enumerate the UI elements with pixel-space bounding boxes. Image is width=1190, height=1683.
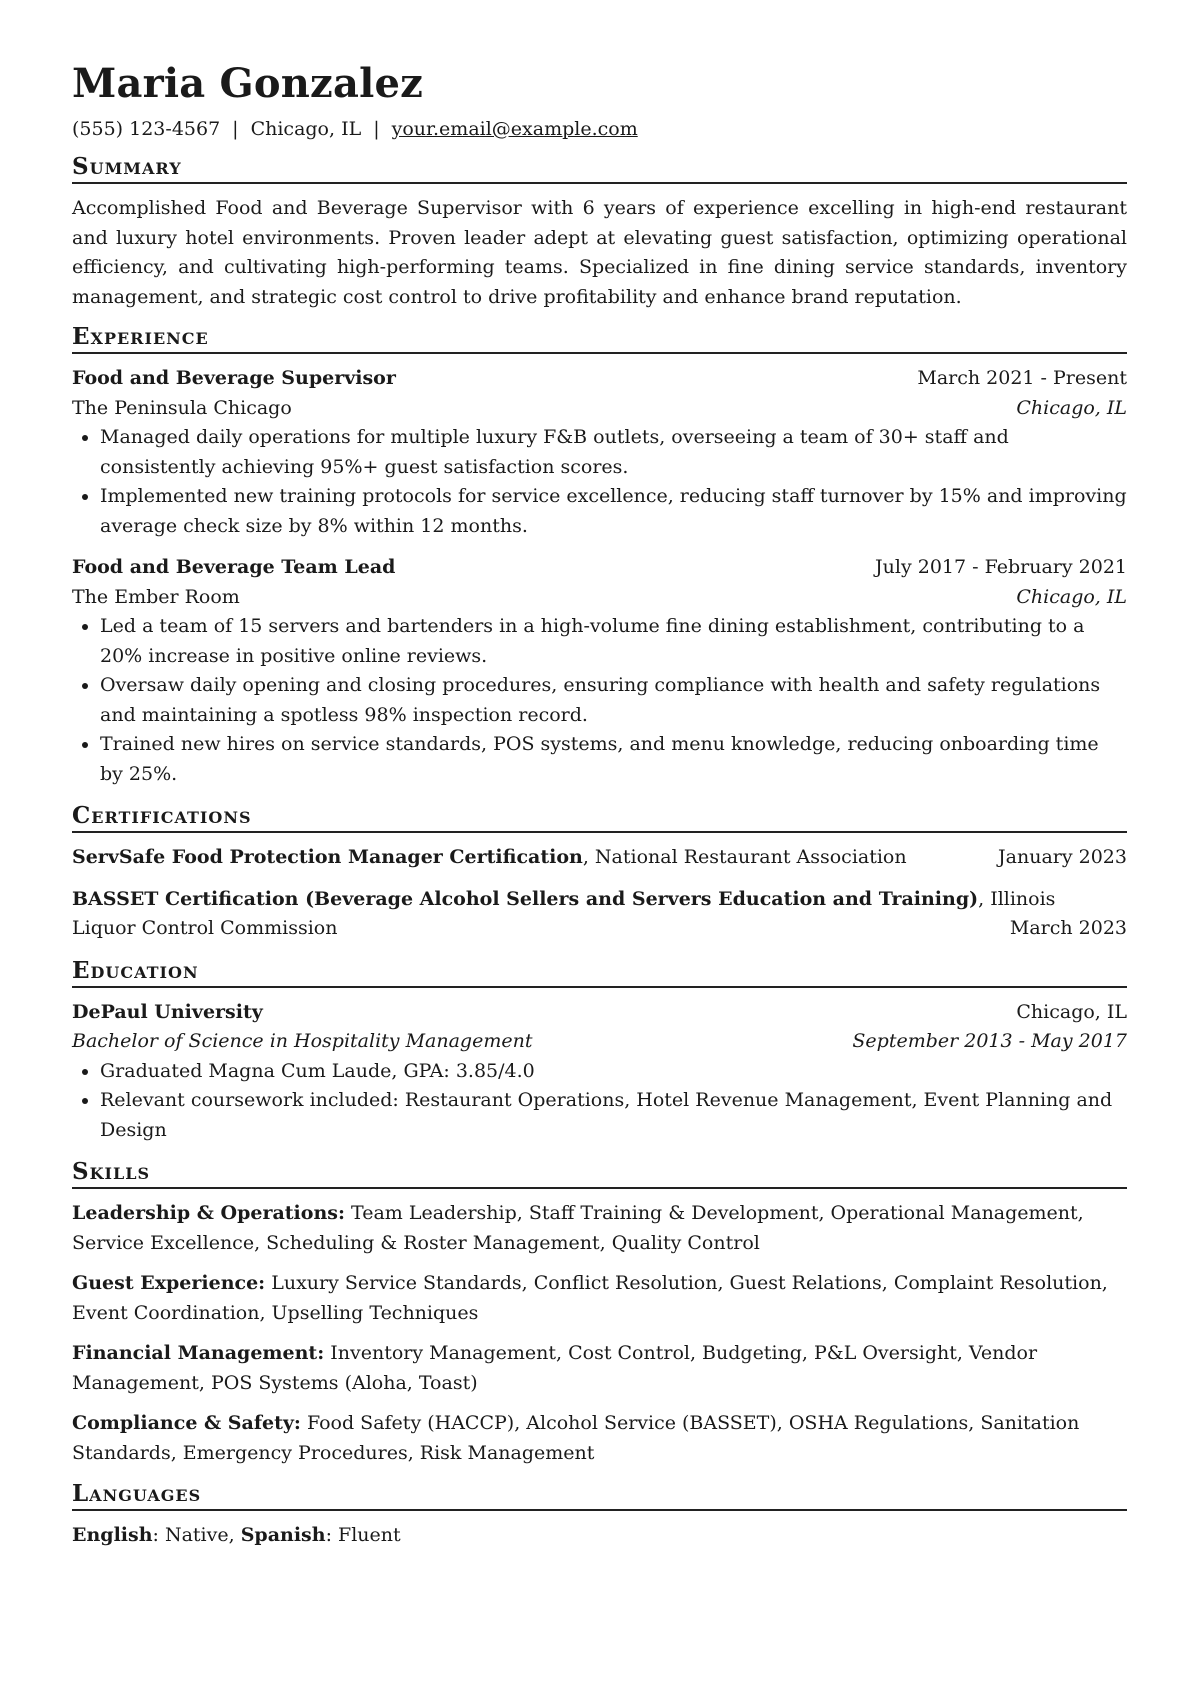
job-bullets [72, 423, 1127, 541]
cert-name: BASSET Certification (Beverage Alcohol Sellers and Servers Education and Training) [72, 887, 979, 910]
skill-group [72, 1339, 1127, 1398]
skill-text: Luxury Service Standards, Conflict Resolution, Guest Relations, Complaint Resolution, Event Coordination, Upselling Techniques [72, 1272, 1108, 1324]
education-dates: September 2013 - May 2017 [852, 1030, 1127, 1052]
languages-line [72, 1521, 1127, 1551]
list-item: • Trained new hires on service standards, POS systems, and menu knowledge, reducing onboarding time by 25%. [100, 730, 1127, 789]
education-section [72, 956, 1127, 1146]
job-role: Food and Beverage Supervisor [72, 367, 396, 389]
summary-section [72, 152, 1127, 312]
language-name: English [72, 1524, 153, 1546]
job-location: Chicago, IL [1016, 396, 1127, 419]
section-title: Experience [72, 322, 1127, 354]
contact-line [72, 116, 1127, 142]
skill-group [72, 1269, 1127, 1328]
education-bullets [72, 1057, 1127, 1146]
email-link[interactable]: your.email@example.com [391, 118, 638, 140]
list-item: • Led a team of 15 servers and bartenders in a high-volume fine dining establishment, contributing to a 20% increase in positive online reviews. [100, 612, 1127, 671]
job-bullets [72, 612, 1127, 789]
resume-page [72, 60, 1127, 1551]
job-entry [72, 364, 1127, 541]
summary-text: Accomplished Food and Beverage Supervisor with 6 years of experience excelling in high-end restaurant and luxury hotel environments. Proven leader adept at elevating guest satisfaction, optimizing operational efficiency, and cultivating high-performing teams. Specialized in fine dining service standards, inventory management, and strategic cost control to drive profitability and enhance brand reputation. [72, 197, 1127, 308]
section-title: Education [72, 956, 1127, 988]
degree: Bachelor of Science in Hospitality Management [72, 1030, 533, 1052]
cert-issuer: Liquor Control Commission [72, 917, 338, 939]
cert-date: January 2023 [998, 846, 1127, 868]
candidate-name: Maria Gonzalez [72, 60, 424, 107]
skill-label: Guest Experience: [72, 1272, 266, 1294]
section-title: Languages [72, 1479, 1127, 1511]
skill-group [72, 1199, 1127, 1258]
certification-entry [72, 885, 1127, 944]
skill-label: Financial Management: [72, 1342, 325, 1364]
experience-section [72, 322, 1127, 789]
skill-text: Food Safety (HACCP), Alcohol Service (BASSET), OSHA Regulations, Sanitation Standards, Emergency Procedures, Risk Management [72, 1412, 1080, 1464]
section-title: Summary [72, 152, 1127, 184]
skill-label: Leadership & Operations: [72, 1202, 345, 1224]
skill-label: Compliance & Safety: [72, 1412, 301, 1434]
cert-issuer: , National Restaurant Association [582, 846, 907, 868]
section-title: Skills [72, 1157, 1127, 1189]
location: Chicago, IL [250, 118, 362, 140]
job-entry [72, 553, 1127, 789]
separator: | [232, 118, 239, 140]
phone: (555) 123-4567 [72, 118, 221, 140]
list-item: • Implemented new training protocols for service excellence, reducing staff turnover by 15% and improving average check size by 8% within 12 months. [100, 482, 1127, 541]
list-item: • Oversaw daily opening and closing procedures, ensuring compliance with health and safety regulations and maintaining a spotless 98% inspection record. [100, 671, 1127, 730]
school-name: DePaul University [72, 1000, 263, 1023]
certification-entry [72, 843, 1127, 873]
list-item: • Graduated Magna Cum Laude, GPA: 3.85/4.0 [100, 1057, 1127, 1087]
list-item: • Relevant coursework included: Restaurant Operations, Hotel Revenue Management, Event Planning and Design [100, 1086, 1127, 1145]
languages-section [72, 1479, 1127, 1551]
skills-section [72, 1157, 1127, 1468]
language-level: : Native, [152, 1524, 241, 1546]
job-company: The Peninsula Chicago [72, 396, 292, 419]
job-location: Chicago, IL [1016, 585, 1127, 608]
cert-issuer: , Illinois [978, 887, 1056, 910]
cert-date: March 2023 [1009, 917, 1127, 939]
language-level: : Fluent [325, 1524, 401, 1546]
separator: | [373, 118, 380, 140]
job-dates: March 2021 - Present [917, 367, 1127, 389]
skill-text: Inventory Management, Cost Control, Budgeting, P&L Oversight, Vendor Management, POS Systems (Aloha, Toast) [72, 1342, 1038, 1394]
job-company: The Ember Room [72, 585, 240, 608]
cert-name: ServSafe Food Protection Manager Certification [72, 846, 583, 868]
skill-group [72, 1409, 1127, 1468]
job-role: Food and Beverage Team Lead [72, 556, 396, 578]
school-location: Chicago, IL [1016, 1000, 1127, 1023]
job-dates: July 2017 - February 2021 [875, 556, 1127, 578]
list-item: • Managed daily operations for multiple luxury F&B outlets, overseeing a team of 30+ staff and consistently achieving 95%+ guest satisfaction scores. [100, 423, 1127, 482]
language-name: Spanish [240, 1524, 326, 1546]
section-title: Certifications [72, 801, 1127, 833]
skill-text: Team Leadership, Staff Training & Development, Operational Management, Service Excellence, Scheduling & Roster Management, Quality Control [72, 1202, 1084, 1254]
certifications-section [72, 801, 1127, 944]
